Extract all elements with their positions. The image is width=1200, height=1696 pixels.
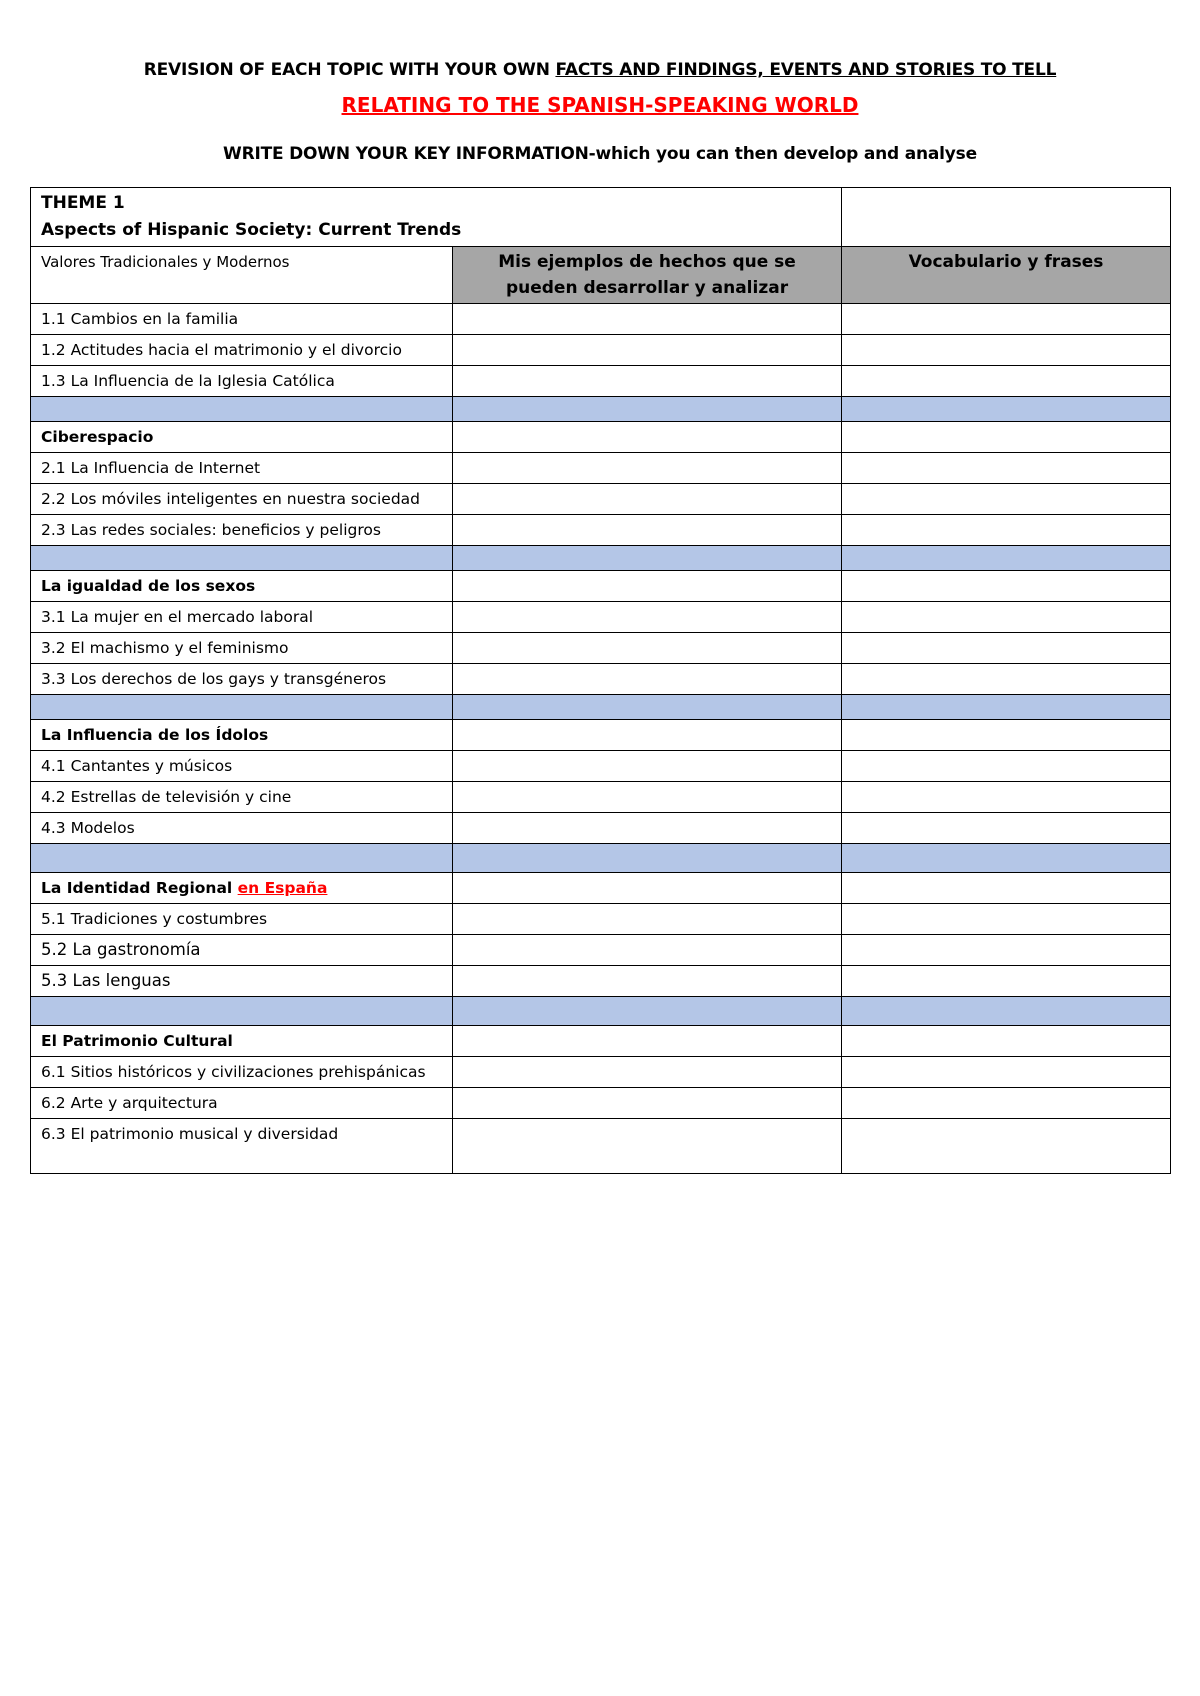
- vocabulary-cell: [842, 571, 1171, 602]
- col3-header: Vocabulario y frases: [842, 247, 1171, 304]
- separator-cell: [31, 546, 453, 571]
- topic-row: [31, 484, 1171, 515]
- examples-cell: [453, 1026, 842, 1057]
- theme-empty-cell: [842, 188, 1171, 247]
- theme-title: Aspects of Hispanic Society: Current Trends: [41, 220, 462, 240]
- section-title: [31, 873, 453, 904]
- separator-cell: [842, 546, 1171, 571]
- examples-cell: [453, 422, 842, 453]
- vocabulary-cell: [842, 335, 1171, 366]
- topic-row: [31, 515, 1171, 546]
- section-title: [31, 422, 453, 453]
- separator-cell: [842, 844, 1171, 873]
- topic-label: 5.3 Las lenguas: [31, 966, 453, 997]
- topic-row: [31, 751, 1171, 782]
- topic-row: [31, 966, 1171, 997]
- topic-row: [31, 366, 1171, 397]
- topic-label: 4.2 Estrellas de televisión y cine: [31, 782, 453, 813]
- examples-cell: [453, 484, 842, 515]
- vocabulary-cell: [842, 782, 1171, 813]
- vocabulary-cell: [842, 1026, 1171, 1057]
- section-title-text: La igualdad de los sexos: [41, 577, 256, 595]
- examples-cell: [453, 633, 842, 664]
- separator-cell: [453, 546, 842, 571]
- section-title-row: [31, 720, 1171, 751]
- topic-row: [31, 782, 1171, 813]
- examples-cell: [453, 453, 842, 484]
- separator-row: [31, 397, 1171, 422]
- topic-label: 5.1 Tradiciones y costumbres: [31, 904, 453, 935]
- topic-label: 3.3 Los derechos de los gays y transgéneros: [31, 664, 453, 695]
- topic-row: [31, 1057, 1171, 1088]
- topic-label: 3.1 La mujer en el mercado laboral: [31, 602, 453, 633]
- topic-label: 6.1 Sitios históricos y civilizaciones prehispánicas: [31, 1057, 453, 1088]
- section-title-row: [31, 422, 1171, 453]
- section-title-text: Ciberespacio: [41, 428, 154, 446]
- col2-header: Mis ejemplos de hechos que se pueden desarrollar y analizar: [453, 247, 842, 304]
- separator-cell: [453, 997, 842, 1026]
- theme-row: [31, 188, 1171, 247]
- vocabulary-cell: [842, 873, 1171, 904]
- topic-row: [31, 602, 1171, 633]
- separator-row: [31, 546, 1171, 571]
- section-title-row: [31, 1026, 1171, 1057]
- vocabulary-cell: [842, 453, 1171, 484]
- col1-header: Valores Tradicionales y Modernos: [31, 247, 453, 304]
- separator-cell: [31, 397, 453, 422]
- topic-row: [31, 633, 1171, 664]
- topic-label: 1.3 La Influencia de la Iglesia Católica: [31, 366, 453, 397]
- examples-cell: [453, 813, 842, 844]
- section-title: [31, 571, 453, 602]
- examples-cell: [453, 571, 842, 602]
- examples-cell: [453, 1088, 842, 1119]
- vocabulary-cell: [842, 1057, 1171, 1088]
- section-title: [31, 720, 453, 751]
- examples-cell: [453, 304, 842, 335]
- topic-label: 3.2 El machismo y el feminismo: [31, 633, 453, 664]
- vocabulary-cell: [842, 1119, 1171, 1174]
- topic-label: 1.1 Cambios en la familia: [31, 304, 453, 335]
- topic-row: [31, 304, 1171, 335]
- vocabulary-cell: [842, 664, 1171, 695]
- heading-spanish-world: RELATING TO THE SPANISH-SPEAKING WORLD: [341, 93, 859, 117]
- theme-cell: [31, 188, 842, 247]
- examples-cell: [453, 935, 842, 966]
- examples-cell: [453, 904, 842, 935]
- separator-cell: [842, 397, 1171, 422]
- topic-label: 6.3 El patrimonio musical y diversidad: [31, 1119, 453, 1174]
- vocabulary-cell: [842, 751, 1171, 782]
- topic-label: 2.3 Las redes sociales: beneficios y peligros: [31, 515, 453, 546]
- topic-row: [31, 453, 1171, 484]
- separator-cell: [453, 695, 842, 720]
- revision-table: [30, 187, 1171, 1174]
- topic-row: [31, 935, 1171, 966]
- topic-row: [31, 664, 1171, 695]
- examples-cell: [453, 664, 842, 695]
- heading-revision: [0, 60, 1200, 80]
- vocabulary-cell: [842, 304, 1171, 335]
- section-title-text: La Influencia de los Ídolos: [41, 726, 269, 744]
- examples-cell: [453, 966, 842, 997]
- topic-label: 2.2 Los móviles inteligentes en nuestra sociedad: [31, 484, 453, 515]
- header-row: [31, 247, 1171, 304]
- topic-label: 5.2 La gastronomía: [31, 935, 453, 966]
- section-title-row: [31, 571, 1171, 602]
- topic-row: [31, 904, 1171, 935]
- topic-row: [31, 335, 1171, 366]
- vocabulary-cell: [842, 366, 1171, 397]
- vocabulary-cell: [842, 602, 1171, 633]
- examples-cell: [453, 751, 842, 782]
- separator-row: [31, 695, 1171, 720]
- separator-cell: [31, 695, 453, 720]
- section-title-text: El Patrimonio Cultural: [41, 1032, 233, 1050]
- vocabulary-cell: [842, 422, 1171, 453]
- examples-cell: [453, 782, 842, 813]
- heading-revision-part1: REVISION OF EACH TOPIC WITH YOUR OWN: [143, 60, 556, 80]
- separator-cell: [842, 997, 1171, 1026]
- separator-cell: [842, 695, 1171, 720]
- vocabulary-cell: [842, 935, 1171, 966]
- examples-cell: [453, 1057, 842, 1088]
- examples-cell: [453, 602, 842, 633]
- vocabulary-cell: [842, 633, 1171, 664]
- examples-cell: [453, 366, 842, 397]
- separator-cell: [31, 844, 453, 873]
- heading-revision-part2: FACTS AND FINDINGS, EVENTS AND STORIES TO TELL: [555, 60, 1057, 80]
- topic-row: [31, 1088, 1171, 1119]
- vocabulary-cell: [842, 966, 1171, 997]
- separator-cell: [453, 844, 842, 873]
- topic-label: 2.1 La Influencia de Internet: [31, 453, 453, 484]
- vocabulary-cell: [842, 904, 1171, 935]
- section-title-text: La Identidad Regional: [41, 879, 238, 897]
- separator-row: [31, 997, 1171, 1026]
- section-title-link[interactable]: en España: [237, 879, 328, 897]
- separator-cell: [453, 397, 842, 422]
- topic-label: 1.2 Actitudes hacia el matrimonio y el divorcio: [31, 335, 453, 366]
- theme-label: THEME 1: [41, 193, 125, 213]
- vocabulary-cell: [842, 484, 1171, 515]
- heading-key-information: WRITE DOWN YOUR KEY INFORMATION-which you can then develop and analyse: [223, 144, 977, 164]
- separator-row: [31, 844, 1171, 873]
- vocabulary-cell: [842, 1088, 1171, 1119]
- separator-cell: [31, 997, 453, 1026]
- vocabulary-cell: [842, 515, 1171, 546]
- examples-cell: [453, 873, 842, 904]
- examples-cell: [453, 720, 842, 751]
- examples-cell: [453, 515, 842, 546]
- topic-label: 4.1 Cantantes y músicos: [31, 751, 453, 782]
- examples-cell: [453, 335, 842, 366]
- vocabulary-cell: [842, 720, 1171, 751]
- examples-cell: [453, 1119, 842, 1174]
- vocabulary-cell: [842, 813, 1171, 844]
- section-title: [31, 1026, 453, 1057]
- topic-row: [31, 813, 1171, 844]
- section-title-row: [31, 873, 1171, 904]
- topic-row: [31, 1119, 1171, 1174]
- topic-label: 6.2 Arte y arquitectura: [31, 1088, 453, 1119]
- topic-label: 4.3 Modelos: [31, 813, 453, 844]
